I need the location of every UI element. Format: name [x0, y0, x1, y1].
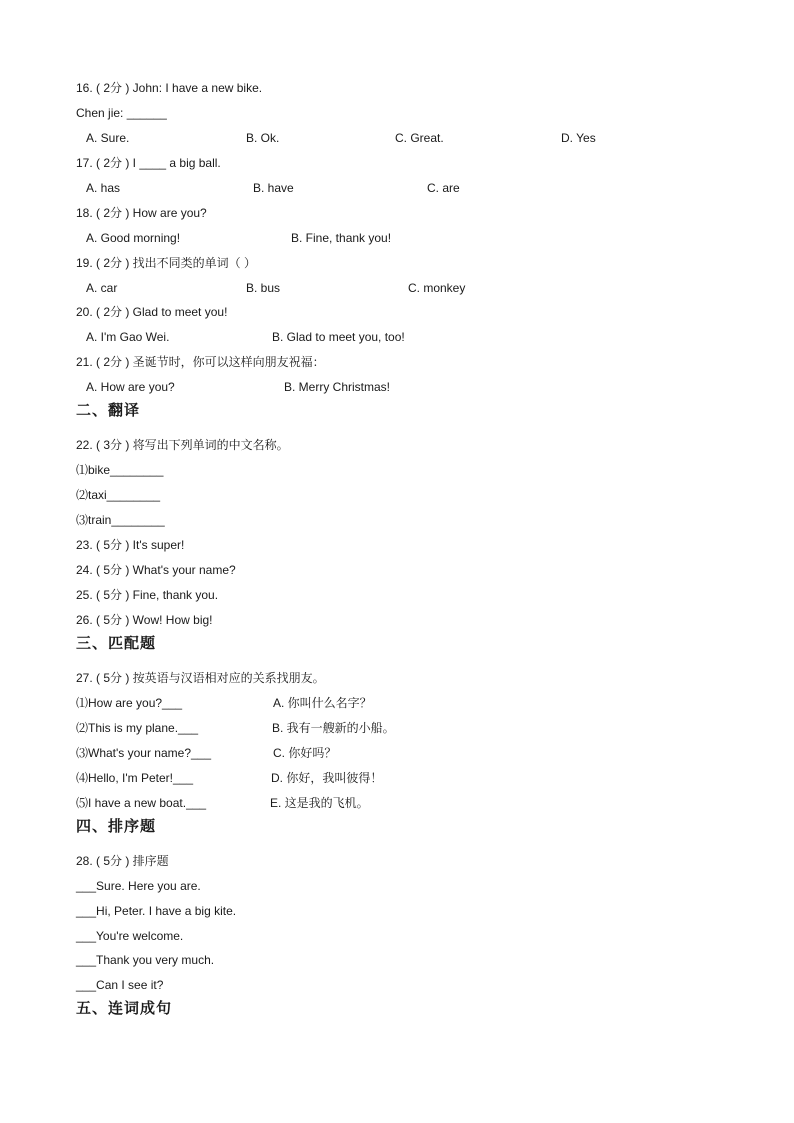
q28-stem: 28. ( 5分 ) 排序题 [76, 854, 169, 868]
q17-stem: 17. ( 2分 ) I ____ a big ball. [76, 156, 221, 170]
q20-stem: 20. ( 2分 ) Glad to meet you! [76, 305, 228, 319]
q22-stem: 22. ( 3分 ) 将写出下列单词的中文名称。 [76, 438, 289, 452]
q16-option-c: C. Great. [395, 131, 444, 145]
q24-stem: 24. ( 5分 ) What's your name? [76, 563, 236, 577]
q27-right-d: D. 你好，我叫彼得！ [271, 771, 383, 785]
q27-left-1: ⑴How are you?___ [76, 696, 183, 710]
q16-option-a: A. Sure. [86, 131, 130, 145]
q21-option-a: A. How are you? [86, 380, 175, 394]
q28-item-5: ___Can I see it? [76, 978, 164, 992]
q23-stem: 23. ( 5分 ) It's super! [76, 538, 185, 552]
q27-left-2: ⑵This is my plane.___ [76, 721, 199, 735]
q27-left-5: ⑸I have a new boat.___ [76, 796, 207, 810]
q25-stem: 25. ( 5分 ) Fine, thank you. [76, 588, 219, 602]
q20-option-a: A. I'm Gao Wei. [86, 330, 170, 344]
q17-option-c: C. are [427, 181, 460, 195]
q19-option-c: C. monkey [408, 281, 466, 295]
q27-right-c: C. 你好吗？ [273, 746, 337, 760]
q18-option-b: B. Fine, thank you! [291, 231, 392, 245]
q27-right-e: E. 这是我的飞机。 [270, 796, 369, 810]
q18-stem: 18. ( 2分 ) How are you? [76, 206, 207, 220]
q27-right-b: B. 我有一艘新的小船。 [272, 721, 395, 735]
q28-item-3: ___You're welcome. [76, 929, 184, 943]
q16-option-d: D. Yes [561, 131, 596, 145]
q16-stem: 16. ( 2分 ) John: I have a new bike. [76, 81, 263, 95]
q27-left-3: ⑶What's your name?___ [76, 746, 212, 760]
q17-option-b: B. have [253, 181, 294, 195]
q16-line2: Chen jie: ______ [76, 106, 167, 120]
q22-item-2: ⑵taxi________ [76, 488, 161, 502]
q28-item-2: ___Hi, Peter. I have a big kite. [76, 904, 237, 918]
q18-option-a: A. Good morning! [86, 231, 181, 245]
q19-option-a: A. car [86, 281, 118, 295]
q19-option-b: B. bus [246, 281, 281, 295]
q26-stem: 26. ( 5分 ) Wow! How big! [76, 613, 213, 627]
q19-stem: 19. ( 2分 ) 找出不同类的单词（ ） [76, 256, 257, 270]
q27-right-a: A. 你叫什么名字？ [273, 696, 372, 710]
q21-stem: 21. ( 2分 ) 圣诞节时，你可以这样向朋友祝福： [76, 355, 325, 369]
q16-option-b: B. Ok. [246, 131, 280, 145]
q20-option-b: B. Glad to meet you, too! [272, 330, 405, 344]
section-heading-sentence-building: 五、连词成句 [76, 1000, 173, 1017]
q27-stem: 27. ( 5分 ) 按英语与汉语相对应的关系找朋友。 [76, 671, 325, 685]
section-heading-matching: 三、匹配题 [76, 635, 157, 652]
q22-item-1: ⑴bike________ [76, 463, 164, 477]
section-heading-translation: 二、翻译 [76, 402, 141, 419]
section-heading-ordering: 四、排序题 [76, 818, 157, 835]
q28-item-1: ___Sure. Here you are. [76, 879, 201, 893]
q28-item-4: ___Thank you very much. [76, 953, 215, 967]
q27-left-4: ⑷Hello, I'm Peter!___ [76, 771, 194, 785]
q21-option-b: B. Merry Christmas! [284, 380, 391, 394]
q17-option-a: A. has [86, 181, 121, 195]
q22-item-3: ⑶train________ [76, 513, 165, 527]
